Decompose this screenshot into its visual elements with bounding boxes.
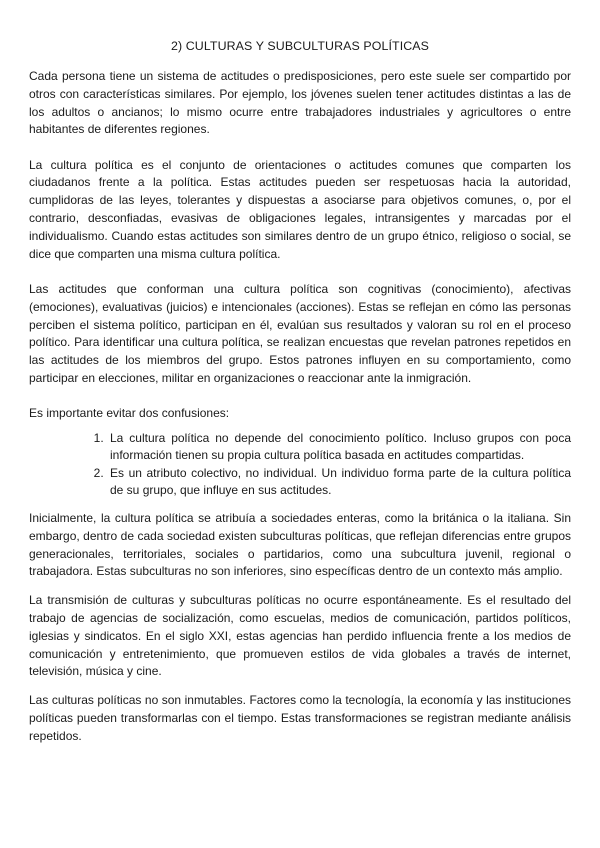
paragraph-subcultures: Inicialmente, la cultura política se atribuía a sociedades enteras, como la británica o la italiana. Sin embargo, dentro de cada sociedad existen subculturas políticas, que reflejan diferencias entre grupos generacionales, territoriales, sociales o partidarios, como una subcultura juvenil, regional o trabajadora. Estas subculturas no son inferiores, sino específicas dentro de un contexto más amplio. bbox=[29, 511, 571, 579]
paragraph-change: Las culturas políticas no son inmutables. Factores como la tecnología, la economía y las instituciones políticas pueden transformarlas con el tiempo. Estas transformaciones se registran mediante análisis repetidos. bbox=[29, 693, 571, 743]
paragraph-attitudes: Las actitudes que conforman una cultura política son cognitivas (conocimiento), afectivas (emociones), evaluativas (juicios) e intencionales (acciones). Estas se reflejan en cómo las personas perciben el sistema político, participan en él, evalúan sus resultados y valoran su rol en el proceso político. Para identificar una cultura política, se realizan encuestas que revelan patrones repetidos en las actitudes de los miembros del grupo. Estos patrones influyen en su comportamiento, como participar en elecciones, militar en organizaciones o reaccionar ante la inmigración. bbox=[29, 281, 571, 385]
list-item: 1. La cultura política no depende del conocimiento político. Incluso grupos con poca información tienen su propia cultura política basada en actitudes compartidas. bbox=[107, 430, 571, 463]
paragraph-transmission: La transmisión de culturas y subculturas políticas no ocurre espontáneamente. Es el resultado del trabajo de agencias de socialización, como escuelas, medios de comunicación, partidos políticos, iglesias y sindicatos. En el siglo XXI, estas agencias han perdido influencia frente a los medios de comunicación y entretenimiento, que promueven estilos de vida globales a través de internet, televisión, música y cine. bbox=[29, 593, 571, 679]
list-intro: Es importante evitar dos confusiones: bbox=[29, 406, 230, 421]
paragraph-definition: La cultura política es el conjunto de orientaciones o actitudes comunes que comparten los ciudadanos frente a la política. Estas actitudes pueden ser respetuosas hacia la autoridad, cumplidoras de las leyes, tolerantes y dispuestas a asociarse para objetivos comunes, o, por el contrario, desconfiadas, evasivas de obligaciones legales, intransigentes y marcadas por el individualismo. Cuando estas actitudes son similares dentro de un grupo étnico, religioso o social, se dice que comparten una misma cultura política. bbox=[29, 157, 571, 261]
confusions-list bbox=[29, 430, 571, 498]
paragraph-intro: Cada persona tiene un sistema de actitudes o predisposiciones, pero este suele ser compartido por otros con características similares. Por ejemplo, los jóvenes suelen tener actitudes distintas a las de los adultos o ancianos; lo mismo ocurre entre trabajadores industriales y agricultores o entre habitantes de diferentes regiones. bbox=[29, 69, 571, 137]
page-title: 2) CULTURAS Y SUBCULTURAS POLÍTICAS bbox=[170, 39, 430, 53]
list-item: 2. Es un atributo colectivo, no individual. Un individuo forma parte de la cultura política de su grupo, que influye en sus actitudes. bbox=[107, 465, 571, 498]
